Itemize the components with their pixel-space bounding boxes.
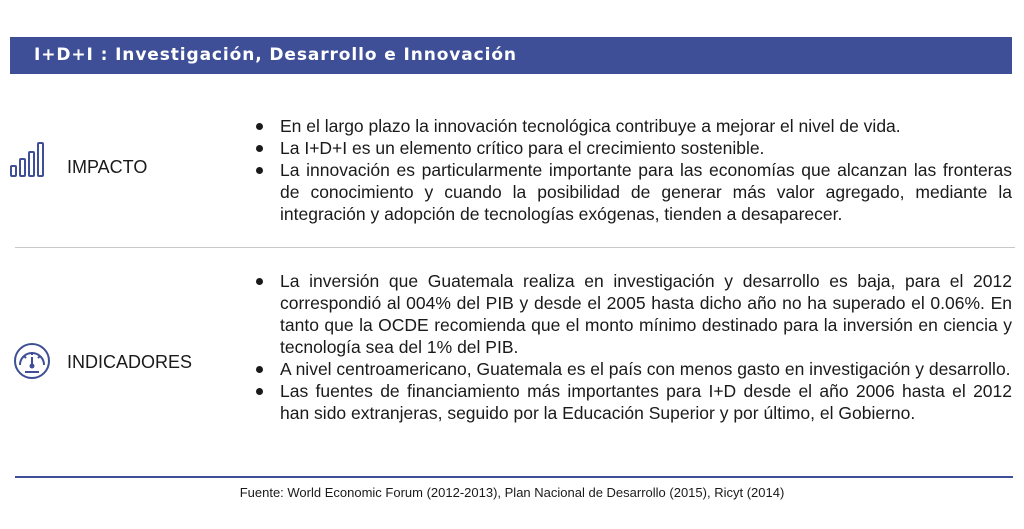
bullet-list-indicadores — [255, 270, 1012, 424]
list-item: La inversión que Guatemala realiza en investigación y desarrollo es baja, para el 2012 correspondió al 004% del PIB y desde el 2005 hasta dicho año no ha superado el 0.06%. En tanto que la OCDE recomienda que el monto mínimo destinado para la inversión en ciencia y tecnología sea del 1% del PIB. — [255, 270, 1012, 358]
section-divider — [15, 247, 1015, 248]
bar-chart-icon — [10, 140, 50, 185]
section-label-impacto: IMPACTO — [67, 157, 148, 177]
section-label-indicadores: INDICADORES — [67, 352, 193, 372]
bullet-list-impacto — [255, 115, 1012, 225]
section-indicadores — [0, 256, 1024, 468]
list-item: La innovación es particularmente importante para las economías que alcanzan las fronteras de conocimiento y cuando la posibilidad de generar más valor agregado, mediante la integración y adopción de tecnologías exógenas, tienden a desaparecer. — [255, 159, 1012, 225]
list-item: Las fuentes de financiamiento más importantes para I+D desde el año 2006 hasta el 2012 han sido extranjeras, seguido por la Educación Superior y por último, el Gobierno. — [255, 380, 1012, 424]
page-title: I+D+I : Investigación, Desarrollo e Innovación — [34, 45, 517, 65]
list-item: En el largo plazo la innovación tecnológica contribuye a mejorar el nivel de vida. — [255, 115, 1012, 137]
source-note: Fuente: World Economic Forum (2012-2013), Plan Nacional de Desarrollo (2015), Ricyt (2014) — [239, 485, 785, 500]
list-item: A nivel centroamericano, Guatemala es el país con menos gasto en investigación y desarrollo. — [255, 358, 1012, 380]
gauge-icon — [12, 341, 52, 386]
list-item: La I+D+I es un elemento crítico para el crecimiento sostenible. — [255, 137, 1012, 159]
footer-rule — [15, 476, 1013, 478]
section-impacto — [0, 105, 1024, 245]
header-bar — [10, 37, 1012, 74]
